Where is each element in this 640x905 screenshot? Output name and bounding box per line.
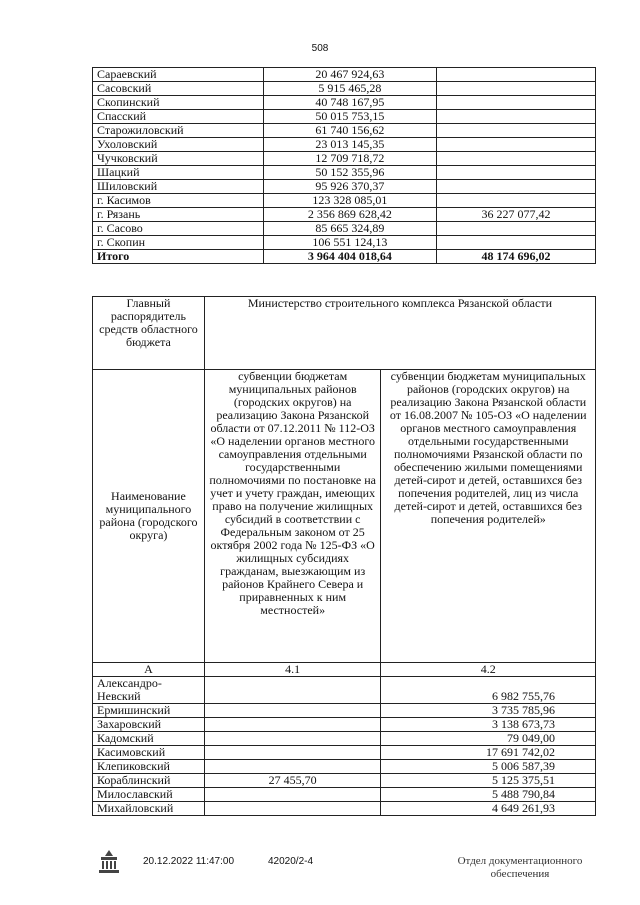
- district-name: Ухоловский: [93, 138, 264, 152]
- column-number-4-1: 4.1: [204, 663, 381, 677]
- table-row: [93, 760, 596, 774]
- amount-cell: [437, 68, 596, 82]
- table-row: [93, 96, 596, 110]
- table-row: [93, 704, 596, 718]
- amount-cell: 50 015 753,15: [263, 110, 436, 124]
- amount-cell: [437, 194, 596, 208]
- column-4-2-description: субвенции бюджетам муниципальных районов (городских округов) на реализацию Закона Рязанской области от 16.08.2007 № 105-ОЗ «О наделении органов местного самоуправления отдельными государственными полномочиями Рязанской области по обеспечению жилыми помещениями детей-сирот и детей, оставшихся без попечения родителей, лиц из числа детей-сирот и детей, оставшихся без попечения родителей»: [381, 370, 596, 663]
- amount-cell: 5 915 465,28: [263, 82, 436, 96]
- amount-cell: 95 926 370,37: [263, 180, 436, 194]
- amount-cell: 2 356 869 628,42: [263, 208, 436, 222]
- amount-cell: [437, 138, 596, 152]
- amount-cell: [437, 96, 596, 110]
- amount-cell: [437, 152, 596, 166]
- duma-logo-icon: [95, 848, 123, 880]
- column-description-row: [93, 370, 596, 663]
- district-name: Шацкий: [93, 166, 264, 180]
- table-row: [93, 236, 596, 250]
- amount-cell: 123 328 085,01: [263, 194, 436, 208]
- main-manager-label: Главный распорядитель средств областного бюджета: [93, 297, 205, 370]
- amount-cell: 5 006 587,39: [381, 760, 596, 774]
- district-name: Сараевский: [93, 68, 264, 82]
- amount-cell: [204, 788, 381, 802]
- amount-cell: 79 049,00: [381, 732, 596, 746]
- amount-cell: [437, 236, 596, 250]
- table-row: [93, 194, 596, 208]
- district-name: Шиловский: [93, 180, 264, 194]
- district-name: Скопинский: [93, 96, 264, 110]
- amount-cell: 36 227 077,42: [437, 208, 596, 222]
- district-name: г. Сасово: [93, 222, 264, 236]
- amount-cell: [437, 110, 596, 124]
- district-name: Милославский: [93, 788, 205, 802]
- column-number-4-2: 4.2: [381, 663, 596, 677]
- table-row: [93, 208, 596, 222]
- district-name: Старожиловский: [93, 124, 264, 138]
- total-amount: 3 964 404 018,64: [263, 250, 436, 264]
- table-row: [93, 152, 596, 166]
- column-number-row: [93, 663, 596, 677]
- amount-cell: [204, 704, 381, 718]
- total-label: Итого: [93, 250, 264, 264]
- district-name: Кадомский: [93, 732, 205, 746]
- district-name: г. Рязань: [93, 208, 264, 222]
- district-name: Захаровский: [93, 718, 205, 732]
- district-name: Сасовский: [93, 82, 264, 96]
- footer-document-code: 42020/2-4: [268, 856, 314, 867]
- amount-cell: [204, 677, 381, 704]
- amount-cell: 61 740 156,62: [263, 124, 436, 138]
- district-name: Михайловский: [93, 802, 205, 816]
- amount-cell: [437, 166, 596, 180]
- funding-table-continued: [92, 67, 596, 264]
- amount-cell: 3 138 673,73: [381, 718, 596, 732]
- district-name: Кораблинский: [93, 774, 205, 788]
- amount-cell: 50 152 355,96: [263, 166, 436, 180]
- district-name: Клепиковский: [93, 760, 205, 774]
- table-row: [93, 774, 596, 788]
- amount-cell: [437, 82, 596, 96]
- amount-cell: 6 982 755,76: [381, 677, 596, 704]
- table-row: [93, 110, 596, 124]
- amount-cell: [437, 180, 596, 194]
- amount-cell: 5 125 375,51: [381, 774, 596, 788]
- amount-cell: [437, 124, 596, 138]
- district-label: Наименование муниципального района (городского округа): [93, 370, 205, 663]
- table-row: [93, 677, 596, 704]
- amount-cell: [204, 760, 381, 774]
- table-row: [93, 746, 596, 760]
- amount-cell: [437, 222, 596, 236]
- total-row: [93, 250, 596, 264]
- table-row: [93, 180, 596, 194]
- amount-cell: [204, 746, 381, 760]
- footer-date: 20.12.2022 11:47:00: [143, 856, 235, 867]
- table-row: [93, 732, 596, 746]
- table-row: [93, 802, 596, 816]
- column-4-1-description: субвенции бюджетам муниципальных районов (городских округов) на реализацию Закона Рязанской области от 07.12.2011 № 112-ОЗ «О наделении органов местного самоуправления отдельными государственными полномочиями по постановке на учет и учету граждан, имеющих право на получение жилищных субсидий в соответствии с Федеральным законом от 25 октября 2002 года № 125-ФЗ «О жилищных субсидиях гражданам, выезжающим из районов Крайнего Севера и приравненных к ним местностей»: [204, 370, 381, 663]
- amount-cell: 4 649 261,93: [381, 802, 596, 816]
- amount-cell: [204, 802, 381, 816]
- main-manager-value: Министерство строительного комплекса Рязанской области: [204, 297, 595, 370]
- page-number: 508: [311, 43, 329, 54]
- table-row: [93, 222, 596, 236]
- table-row: [93, 138, 596, 152]
- amount-cell: [204, 718, 381, 732]
- footer-department-stamp: Отдел документационного обеспечения: [457, 855, 583, 880]
- amount-cell: 12 709 718,72: [263, 152, 436, 166]
- amount-cell: 85 665 324,89: [263, 222, 436, 236]
- amount-cell: 27 455,70: [204, 774, 381, 788]
- table-row: [93, 82, 596, 96]
- table-row: [93, 166, 596, 180]
- total-amount: 48 174 696,02: [437, 250, 596, 264]
- amount-cell: [204, 732, 381, 746]
- amount-cell: 106 551 124,13: [263, 236, 436, 250]
- district-name: Ермишинский: [93, 704, 205, 718]
- table-row: [93, 124, 596, 138]
- district-name: Касимовский: [93, 746, 205, 760]
- district-name: г. Скопин: [93, 236, 264, 250]
- table-row: [93, 68, 596, 82]
- amount-cell: 5 488 790,84: [381, 788, 596, 802]
- amount-cell: 17 691 742,02: [381, 746, 596, 760]
- district-name: Чучковский: [93, 152, 264, 166]
- district-name: Александро-Невский: [93, 677, 205, 704]
- column-number-a: А: [93, 663, 205, 677]
- main-manager-row: [93, 297, 596, 370]
- table-row: [93, 788, 596, 802]
- table-row: [93, 718, 596, 732]
- funding-table-ministry: [92, 296, 596, 816]
- amount-cell: 3 735 785,96: [381, 704, 596, 718]
- amount-cell: 40 748 167,95: [263, 96, 436, 110]
- district-name: Спасский: [93, 110, 264, 124]
- amount-cell: 20 467 924,63: [263, 68, 436, 82]
- amount-cell: 23 013 145,35: [263, 138, 436, 152]
- district-name: г. Касимов: [93, 194, 264, 208]
